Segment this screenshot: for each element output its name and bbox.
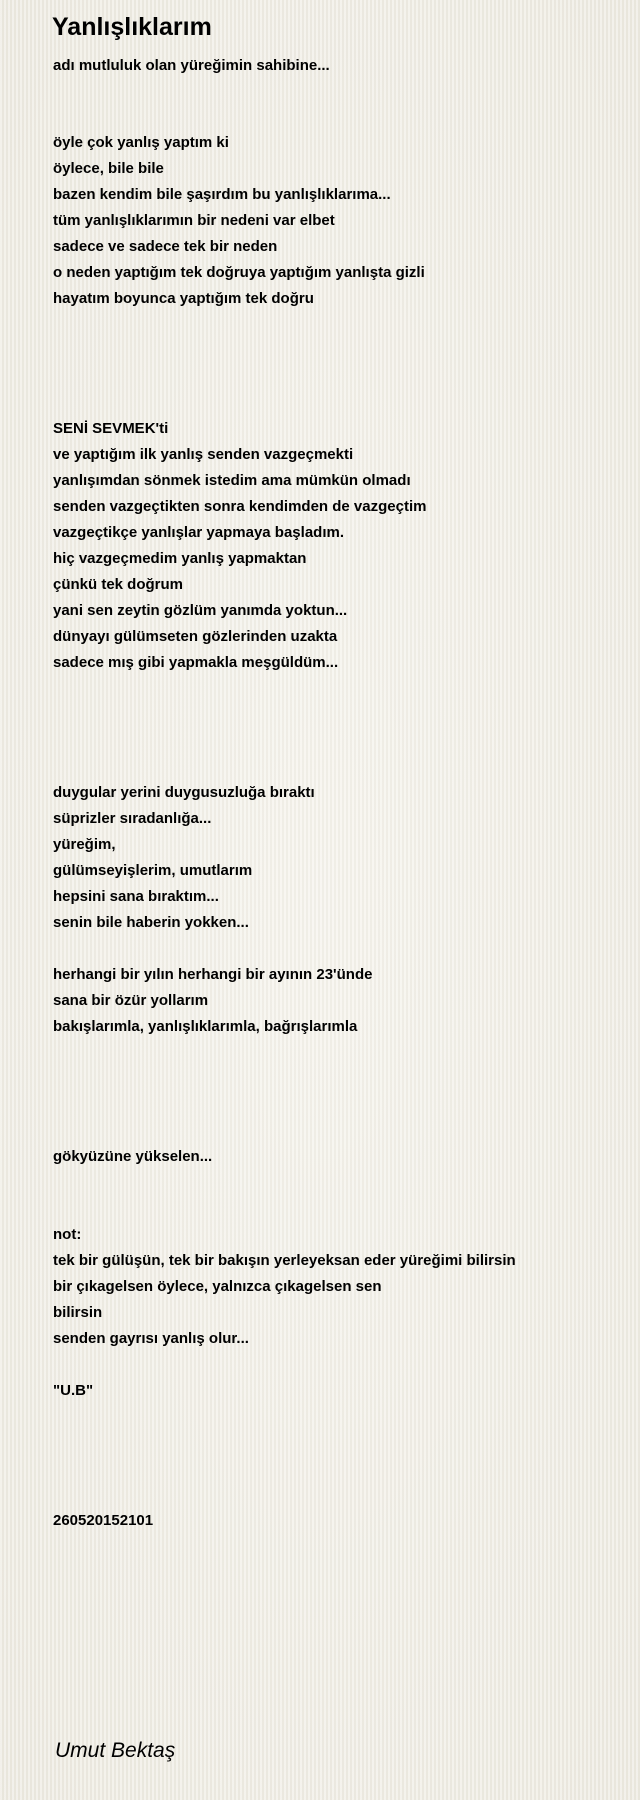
poem-line bbox=[53, 1352, 516, 1378]
poem-line: vazgeçtikçe yanlışlar yapmaya başladım. bbox=[53, 524, 344, 541]
poem-line: 260520152101 bbox=[53, 1512, 154, 1529]
poem-line: SENİ SEVMEK'ti bbox=[53, 420, 169, 437]
poem-line: sadece mış gibi yapmakla meşgüldüm... bbox=[53, 654, 339, 671]
poem-line: hepsini sana bıraktım... bbox=[53, 888, 219, 905]
poem-line bbox=[53, 676, 516, 702]
author-name: Umut Bektaş bbox=[55, 1739, 176, 1762]
poem-line: hayatım boyunca yaptığım tek doğru bbox=[53, 290, 314, 307]
poem-line: öyle çok yanlış yaptım ki bbox=[53, 134, 229, 151]
poem-line bbox=[53, 1456, 516, 1482]
poem-line bbox=[53, 338, 516, 364]
poem-line: süprizler sıradanlığa... bbox=[53, 810, 212, 827]
poem-line: hiç vazgeçmedim yanlış yapmaktan bbox=[53, 550, 307, 567]
poem-line: yani sen zeytin gözlüm yanımda yoktun... bbox=[53, 602, 348, 619]
poem-line: bazen kendim bile şaşırdım bu yanlışlıklarıma... bbox=[53, 186, 391, 203]
poem-line: not: bbox=[53, 1226, 82, 1243]
poem-line: gökyüzüne yükselen... bbox=[53, 1148, 213, 1165]
poem-line bbox=[53, 1482, 516, 1508]
poem-line: herhangi bir yılın herhangi bir ayının 23'ünde bbox=[53, 966, 373, 983]
poem-line: sana bir özür yollarım bbox=[53, 992, 209, 1009]
poem-line: dünyayı gülümseten gözlerinden uzakta bbox=[53, 628, 338, 645]
poem-line: "U.B" bbox=[53, 1382, 94, 1399]
poem-line: sadece ve sadece tek bir neden bbox=[53, 238, 278, 255]
poem-line: bakışlarımla, yanlışlıklarımla, bağrışlarımla bbox=[53, 1018, 358, 1035]
poem-line: tek bir gülüşün, tek bir bakışın yerleyeksan eder yüreğimi bilirsin bbox=[53, 1252, 516, 1269]
poem-dedication: adı mutluluk olan yüreğimin sahibine... bbox=[53, 57, 330, 74]
poem-line bbox=[53, 728, 516, 754]
poem-line bbox=[53, 1066, 516, 1092]
poem-line bbox=[53, 936, 516, 962]
poem-line: o neden yaptığım tek doğruya yaptığım yanlışta gizli bbox=[53, 264, 425, 281]
poem-line bbox=[53, 702, 516, 728]
poem-line: yüreğim, bbox=[53, 836, 116, 853]
poem-body bbox=[53, 130, 516, 1534]
poem-line bbox=[53, 1170, 516, 1196]
poem-line: çünkü tek doğrum bbox=[53, 576, 184, 593]
poem-line: senden vazgeçtikten sonra kendimden de vazgeçtim bbox=[53, 498, 427, 515]
poem-line: senin bile haberin yokken... bbox=[53, 914, 249, 931]
poem-line bbox=[53, 312, 516, 338]
poem-line: gülümseyişlerim, umutlarım bbox=[53, 862, 253, 879]
poem-line bbox=[53, 1196, 516, 1222]
poem-line: ve yaptığım ilk yanlış senden vazgeçmekti bbox=[53, 446, 354, 463]
poem-line: bir çıkagelsen öylece, yalnızca çıkagelsen sen bbox=[53, 1278, 382, 1295]
poem-line: duygular yerini duygusuzluğa bıraktı bbox=[53, 784, 315, 801]
poem-line: bilirsin bbox=[53, 1304, 103, 1321]
poem-line bbox=[53, 1118, 516, 1144]
poem-title: Yanlışlıklarım bbox=[52, 13, 212, 41]
poem-line bbox=[53, 390, 516, 416]
poem-line bbox=[53, 364, 516, 390]
poem-line bbox=[53, 1404, 516, 1430]
poem-line bbox=[53, 1092, 516, 1118]
poem-line: yanlışımdan sönmek istedim ama mümkün olmadı bbox=[53, 472, 411, 489]
poem-line: tüm yanlışlıklarımın bir nedeni var elbet bbox=[53, 212, 335, 229]
poem-line bbox=[53, 754, 516, 780]
poem-line: öylece, bile bile bbox=[53, 160, 164, 177]
poem-line: senden gayrısı yanlış olur... bbox=[53, 1330, 249, 1347]
poem-line bbox=[53, 1040, 516, 1066]
poem-line bbox=[53, 1430, 516, 1456]
